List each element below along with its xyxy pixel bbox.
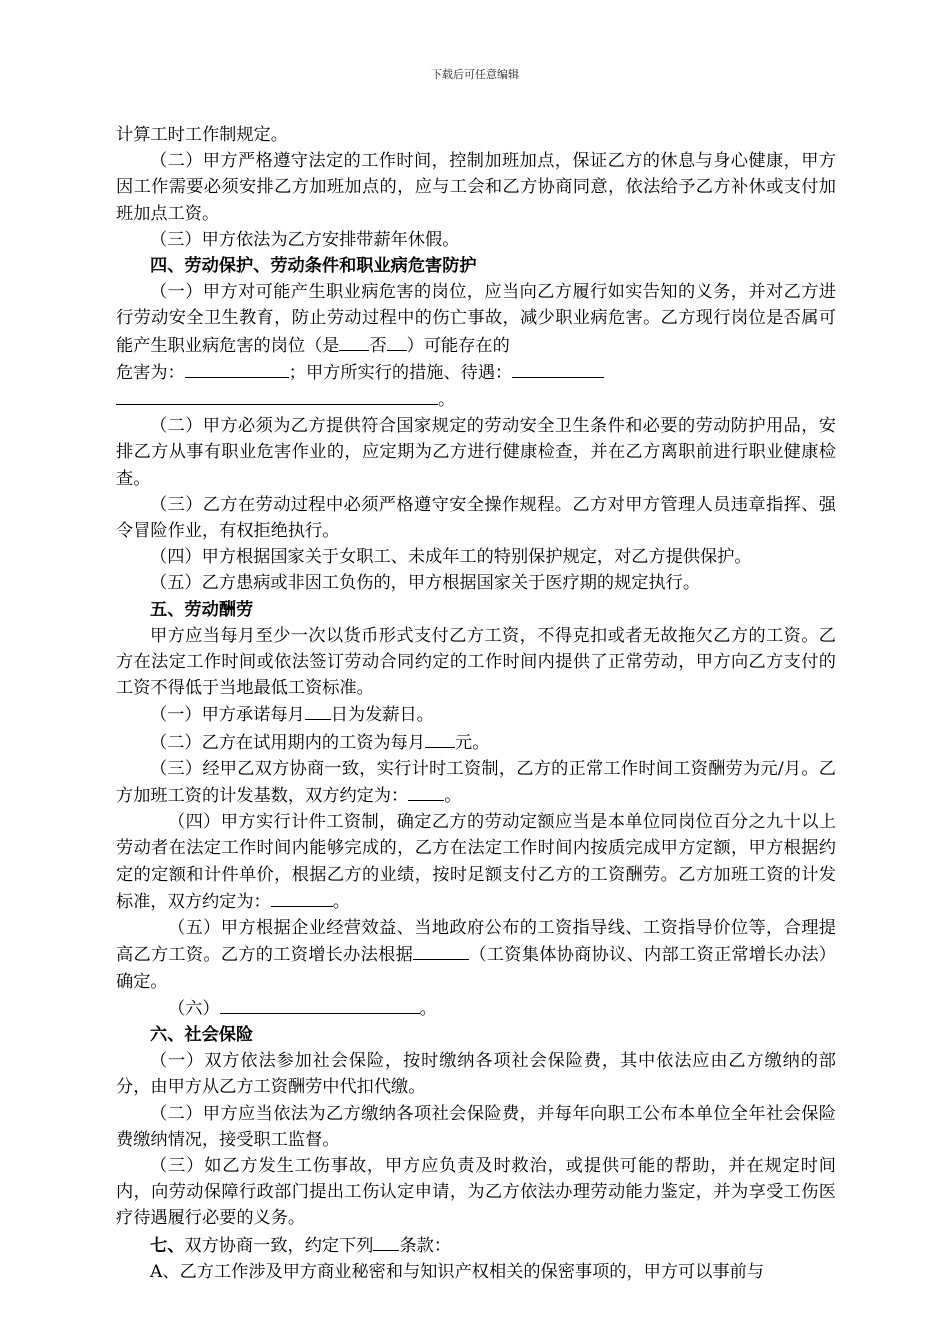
blank-line (271, 888, 333, 907)
blank-line (339, 332, 369, 351)
text-run: ）可能存在的 (406, 335, 510, 356)
paragraph: 甲方应当每月至少一次以货币形式支付乙方工资，不得克扣或者无故拖欠乙方的工资。乙方在法定工作时间或依法签订劳动合同约定的工作时间内提供了正常劳动，甲方向乙方支付的工资不得低于当地最低工资标准。 (116, 625, 836, 699)
blank-line (413, 941, 469, 960)
text-run: ；甲方所实行的措施、待遇： (288, 362, 513, 383)
text-run: 条款： (399, 1235, 452, 1256)
text-run: 否 (369, 335, 387, 356)
text-run: （一）甲方对可能产生职业病危害的岗位，应当向乙方履行如实告知的义务，并对乙方进行劳动安全卫生教育，防止劳动过程中的伤亡事故，减少职业病危害。乙方现行岗位是否属可能产生职业病危害的岗位（是 (116, 282, 836, 356)
section-number: 七、 (150, 1235, 185, 1256)
paragraph: （二）甲方必须为乙方提供符合国家规定的劳动安全卫生条件和必要的劳动防护用品，安排乙方从事有职业危害作业的，应定期为乙方进行健康检查，并在乙方离职前进行职业健康检查。 (116, 416, 836, 489)
text-run: 。 (332, 891, 350, 912)
section-heading: 四、劳动保护、劳动条件和职业病危害防护 (150, 256, 477, 277)
paragraph (116, 1232, 836, 1259)
text-run: 双方协商一致，约定下列 (184, 1235, 374, 1256)
paragraph: （四）甲方根据国家关于女职工、未成年工的特别保护规定，对乙方提供保护。 (150, 547, 752, 568)
paragraph (116, 386, 836, 413)
text-run: 。 (438, 390, 456, 411)
text-run: （五）甲方根据企业经营效益、当地政府公布的工资指导线、工资指导价位等，合理提高乙方工资。乙方的工资增长办法根据 (116, 918, 836, 966)
paragraph: （三）如乙方发生工伤事故，甲方应负责及时救治，或提供可能的帮助，并在规定时间内，向劳动保障行政部门提出工伤认定申请，为乙方依法办理劳动能力鉴定，并为享受工伤医疗待遇履行必要的义务。 (116, 1155, 836, 1229)
paragraph: A、乙方工作涉及甲方商业秘密和与知识产权相关的保密事项的，甲方可以事前与 (150, 1261, 764, 1282)
blank-line (425, 729, 455, 748)
blank-line (408, 782, 444, 801)
section-heading: 五、劳动酬劳 (150, 599, 254, 620)
text-run: （四）甲方实行计件工资制，确定乙方的劳动定额应当是本单位同岗位百分之九十以上劳动者在法定工作时间内能够完成的，乙方在法定工作时间内按质完成甲方定额，甲方根据约定的定额和计件单价，根据乙方的业绩，按时足额支付乙方的工资酬劳。乙方加班工资的计发标准，双方约定为： (116, 812, 836, 912)
blank-line (220, 995, 420, 1014)
text-run: 元。 (455, 732, 490, 753)
blank-line (512, 359, 604, 378)
text-run: （二）乙方在试用期内的工资为每月 (150, 732, 426, 753)
text-run: 。 (444, 786, 462, 807)
text-run: 日为发薪日。 (330, 705, 434, 726)
paragraph (116, 729, 836, 756)
paragraph: （二）甲方严格遵守法定的工作时间，控制加班加点，保证乙方的休息与身心健康，甲方因工作需要必须安排乙方加班加点的，应与工会和乙方协商同意，依法给予乙方补休或支付加班加点工资。 (116, 151, 836, 224)
paragraph: （五）乙方患病或非因工负伤的，甲方根据国家关于医疗期的规定执行。 (150, 573, 701, 594)
paragraph (116, 701, 836, 728)
section-heading: 六、社会保险 (150, 1024, 254, 1045)
blank-line (387, 332, 407, 351)
paragraph (116, 809, 836, 915)
paragraph: （二）甲方应当依法为乙方缴纳各项社会保险费，并每年向职工公布本单位全年社会保险费缴纳情况，接受职工监督。 (116, 1103, 836, 1150)
blank-line (185, 359, 289, 378)
text-run: （一）甲方承诺每月 (150, 705, 305, 726)
paragraph (116, 995, 836, 1022)
text-run: （三）经甲乙双方协商一致，实行计时工资制，乙方的正常工作时间工资酬劳为元/月。乙方加班工资的计发基数，双方约定为： (116, 758, 836, 807)
text-run: 。 (419, 998, 437, 1019)
paragraph: （一）双方依法参加社会保险，按时缴纳各项社会保险费，其中依法应由乙方缴纳的部分，由甲方从乙方工资酬劳中代扣代缴。 (116, 1051, 836, 1098)
paragraph: （三）甲方依法为乙方安排带薪年休假。 (150, 229, 460, 250)
document-body (116, 122, 836, 1285)
text-run: （工资集体协商协议、内部工资正常增长办法）确定。 (116, 945, 836, 992)
text-run: （六） (168, 998, 220, 1019)
paragraph (116, 756, 836, 809)
blank-line (305, 701, 331, 720)
paragraph (116, 279, 836, 359)
paragraph: （三）乙方在劳动过程中必须严格遵守安全操作规程。乙方对甲方管理人员违章指挥、强令冒险作业，有权拒绝执行。 (116, 494, 836, 542)
text-run: 危害为： (116, 362, 185, 383)
blank-line (373, 1232, 399, 1251)
paragraph (116, 359, 836, 386)
blank-line (116, 386, 438, 405)
paragraph: 计算工时工作制规定。 (116, 125, 288, 145)
paragraph (116, 915, 836, 995)
page-header: 下载后可任意编辑 (431, 68, 519, 81)
